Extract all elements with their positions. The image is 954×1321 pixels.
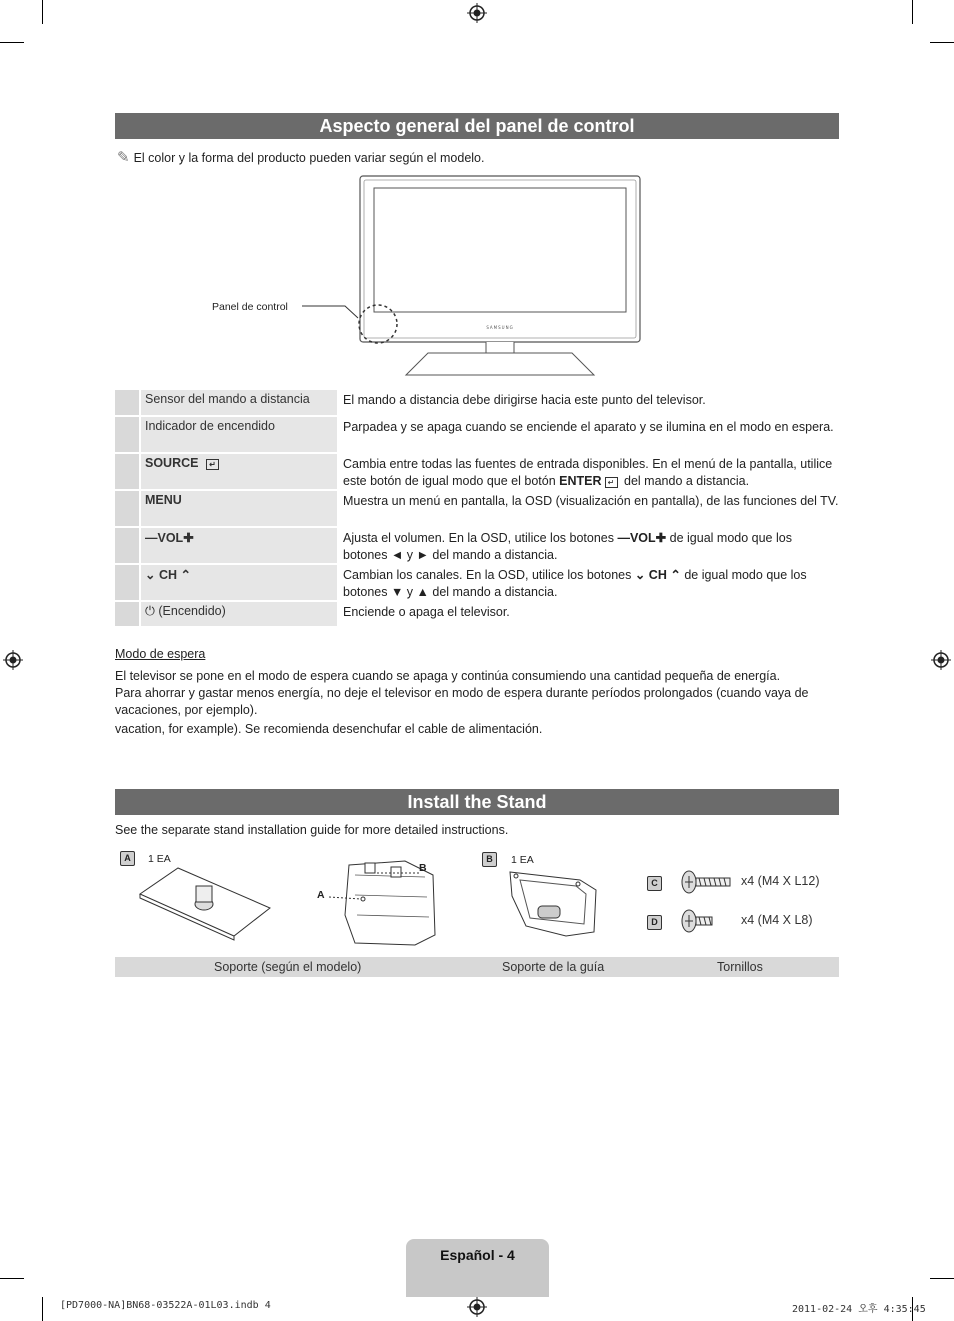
control-name: —VOL✚ bbox=[141, 528, 337, 563]
standby-paragraph-2: Para ahorrar y gastar menos energía, no deje el televisor en modo de espera durante períodos prolongados (cuando vaya de vacaciones, por ejemplo). bbox=[115, 686, 809, 717]
table-row bbox=[115, 390, 839, 415]
page-number: Español - 4 bbox=[440, 1247, 515, 1263]
page-number-tab bbox=[406, 1239, 549, 1297]
crop-mark bbox=[0, 1278, 24, 1279]
table-cell: Soporte (según el modelo) bbox=[214, 960, 362, 974]
stand-intro: See the separate stand installation guide for more detailed instructions. bbox=[115, 823, 509, 837]
standby-paragraph-3: vacation, for example). Se recomienda desenchufar el cable de alimentación. bbox=[115, 722, 543, 736]
pencil-note-icon: ✎ bbox=[117, 149, 130, 166]
table-row bbox=[115, 565, 839, 600]
plus-icon: ✚ bbox=[655, 531, 667, 545]
screw-long-icon bbox=[679, 869, 735, 895]
stand-column-illustration bbox=[315, 855, 450, 950]
standby-paragraph-1: El televisor se pone en el modo de espera cuando se apaga y continúa consumiendo una cantidad pequeña de energía. bbox=[115, 669, 781, 683]
chevron-down-icon: ⌄ bbox=[145, 568, 156, 582]
control-desc: El mando a distancia debe dirigirse hacia este punto del televisor. bbox=[339, 390, 839, 415]
minus-icon: — bbox=[617, 531, 630, 545]
guide-stand-illustration bbox=[506, 866, 602, 938]
table-row bbox=[115, 602, 839, 626]
part-a-qty: 1 EA bbox=[148, 853, 171, 865]
control-desc: Cambia entre todas las fuentes de entrada disponibles. En el menú de la pantalla, utilice este botón de igual modo que el botón ENTER ↵ del mando a distancia. bbox=[339, 454, 839, 489]
part-a-label-b: B bbox=[419, 862, 427, 874]
control-desc: Ajusta el volumen. En la OSD, utilice los botones —VOL✚ de igual modo que los botones ◄ y ► del mando a distancia. bbox=[339, 528, 839, 563]
note-text bbox=[117, 148, 484, 166]
enter-icon: ↵ bbox=[605, 477, 618, 488]
source-icon: ↵ bbox=[206, 459, 219, 470]
control-name: ⌄ CH ⌃ bbox=[141, 565, 337, 600]
control-name: Sensor del mando a distancia bbox=[141, 390, 337, 415]
stand-parts-table bbox=[115, 957, 839, 977]
registration-mark-icon bbox=[931, 650, 951, 670]
stand-base-illustration bbox=[138, 860, 273, 942]
control-desc: Enciende o apaga el televisor. bbox=[339, 602, 839, 626]
source-label: SOURCE bbox=[145, 456, 199, 470]
part-a-badge: A bbox=[120, 851, 135, 866]
control-desc: Parpadea y se apaga cuando se enciende el aparato y se ilumina en el modo en espera. bbox=[339, 417, 839, 452]
crop-mark bbox=[912, 0, 913, 24]
part-d-badge: D bbox=[647, 915, 662, 930]
part-a-label-a: A bbox=[317, 889, 325, 901]
crop-mark bbox=[42, 0, 43, 24]
chevron-up-icon: ⌃ bbox=[180, 568, 191, 582]
registration-mark-icon bbox=[3, 650, 23, 670]
crop-mark bbox=[930, 1278, 954, 1279]
part-c-qty: x4 (M4 X L12) bbox=[741, 874, 820, 888]
table-cell: Soporte de la guía bbox=[502, 960, 605, 974]
section-title-control-panel: Aspecto general del panel de control bbox=[115, 113, 839, 139]
part-d-qty: x4 (M4 X L8) bbox=[741, 913, 813, 927]
chevron-down-icon: ⌄ bbox=[634, 568, 646, 582]
note-label: El color y la forma del producto pueden variar según el modelo. bbox=[133, 151, 485, 165]
registration-mark-icon bbox=[467, 3, 487, 23]
print-slug-left: [PD7000-NA]BN68-03522A-01L03.indb 4 bbox=[60, 1300, 271, 1311]
minus-icon: — bbox=[145, 531, 158, 545]
table-row bbox=[115, 417, 839, 452]
control-desc: Muestra un menú en pantalla, la OSD (visualización en pantalla), de las funciones del TV. bbox=[339, 491, 839, 526]
control-desc: Cambian los canales. En la OSD, utilice los botones ⌄ CH ⌃ de igual modo que los botones ▼ y ▲ del mando a distancia. bbox=[339, 565, 839, 600]
print-slug-right: 2011-02-24 오후 4:35:45 bbox=[792, 1304, 926, 1315]
registration-mark-icon bbox=[467, 1297, 487, 1317]
part-c-badge: C bbox=[647, 876, 662, 891]
tv-illustration bbox=[300, 172, 645, 380]
table-row bbox=[115, 454, 839, 489]
table-cell: Tornillos bbox=[717, 960, 763, 974]
panel-callout-label: Panel de control bbox=[212, 301, 288, 313]
standby-heading: Modo de espera bbox=[115, 647, 206, 661]
control-name bbox=[141, 454, 337, 489]
section-title-install-stand: Install the Stand bbox=[115, 789, 839, 815]
screw-short-icon bbox=[679, 907, 719, 935]
crop-mark bbox=[930, 42, 954, 43]
plus-icon: ✚ bbox=[183, 531, 194, 545]
table-row bbox=[115, 491, 839, 526]
control-name: Indicador de encendido bbox=[141, 417, 337, 452]
control-name: MENU bbox=[141, 491, 337, 526]
control-name: ⏻ (Encendido) bbox=[141, 602, 337, 626]
crop-mark bbox=[42, 1297, 43, 1321]
power-icon: ⏻ bbox=[145, 604, 155, 618]
table-row bbox=[115, 528, 839, 563]
part-b-qty: 1 EA bbox=[511, 854, 534, 866]
tv-brand-logo: SAMSUNG bbox=[486, 325, 514, 330]
chevron-up-icon: ⌃ bbox=[670, 568, 681, 582]
crop-mark bbox=[0, 42, 24, 43]
part-b-badge: B bbox=[482, 852, 497, 867]
